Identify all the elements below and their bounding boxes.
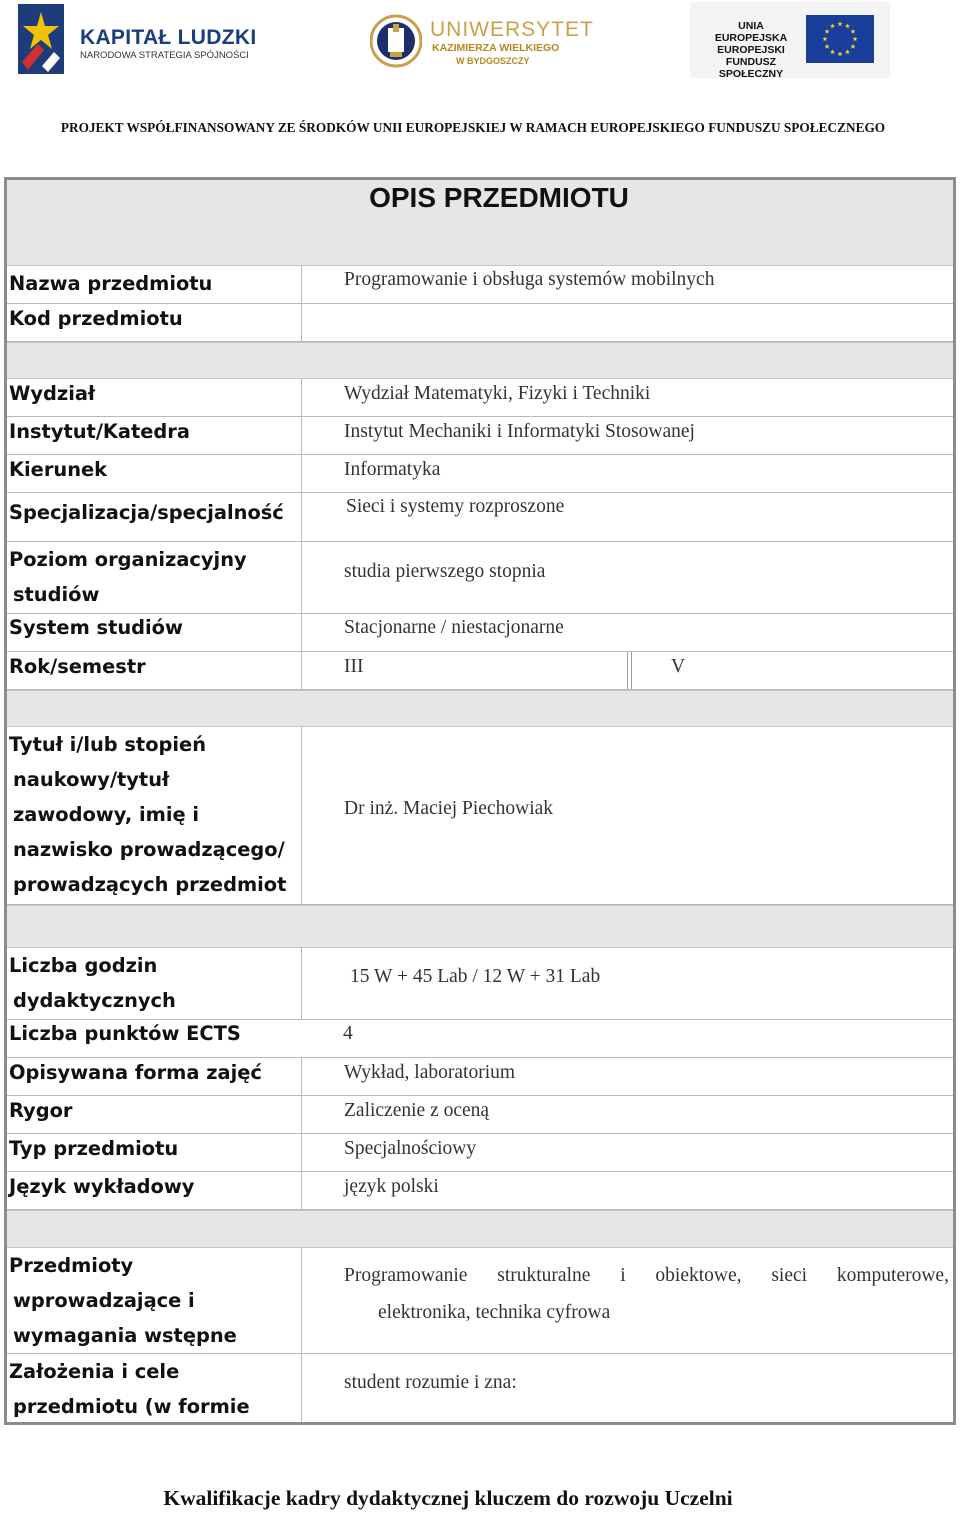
label-forma: Opisywana forma zajęć xyxy=(9,1061,262,1084)
header-logos xyxy=(0,0,960,135)
label-poziom-line2: studiów xyxy=(13,583,100,606)
eu-logo-text xyxy=(706,20,796,80)
label-godziny-line2: dydaktycznych xyxy=(13,989,176,1012)
przedmioty-word-6: komputerowe, xyxy=(836,1265,949,1286)
value-specjalizacja: Sieci i systemy rozproszone xyxy=(301,493,953,541)
eu-line1: UNIA EUROPEJSKA xyxy=(714,20,788,44)
label-wydzial: Wydział xyxy=(9,382,96,405)
row-kod xyxy=(7,304,953,342)
value-poziom: studia pierwszego stopnia xyxy=(301,542,953,613)
kapital-ludzki-subtitle: NARODOWA STRATEGIA SPÓJNOŚCI xyxy=(80,50,249,61)
label-prowadzacy-line1: Tytuł i/lub stopień xyxy=(9,733,207,756)
value-forma: Wykład, laboratorium xyxy=(301,1058,953,1095)
row-rok-semestr xyxy=(7,652,953,690)
label-rygor: Rygor xyxy=(9,1099,73,1122)
row-zalozenia xyxy=(7,1354,953,1422)
value-wydzial: Wydział Matematyki, Fizyki i Techniki xyxy=(301,379,953,416)
eu-logo xyxy=(690,2,890,78)
kapital-ludzki-logo xyxy=(18,4,258,76)
value-kod xyxy=(301,304,953,341)
value-przedmioty xyxy=(301,1248,953,1353)
label-zalozenia-line2: przedmiotu (w formie xyxy=(13,1395,250,1418)
label-jezyk: Język wykładowy xyxy=(9,1175,195,1198)
value-godziny: 15 W + 45 Lab / 12 W + 31 Lab xyxy=(301,948,953,1019)
row-forma xyxy=(7,1058,953,1096)
label-prowadzacy-line5: prowadzących przedmiot xyxy=(13,873,287,896)
rok-semestr-divider xyxy=(627,652,632,689)
section-separator xyxy=(7,342,953,379)
przedmioty-word-5: sieci xyxy=(771,1265,808,1286)
kapital-ludzki-star-icon xyxy=(18,4,64,74)
section-separator xyxy=(7,905,953,948)
project-cofinancing-line: PROJEKT WSPÓŁFINANSOWANY ZE ŚRODKÓW UNII EUROPEJSKIEJ W RAMACH EUROPEJSKIEGO FUNDUSZU SPOŁECZNEGO xyxy=(60,120,886,135)
value-semestr: V xyxy=(671,656,686,677)
label-system: System studiów xyxy=(9,616,183,639)
label-kierunek: Kierunek xyxy=(9,458,108,481)
label-prowadzacy xyxy=(7,727,301,904)
value-rok: III xyxy=(301,652,953,689)
row-wydzial xyxy=(7,379,953,417)
label-typ: Typ przedmiotu xyxy=(9,1137,179,1160)
row-typ xyxy=(7,1134,953,1172)
university-name-line2: KAZIMIERZA WIELKIEGO xyxy=(432,42,560,54)
course-description-table xyxy=(4,177,956,1425)
value-rygor: Zaliczenie z oceną xyxy=(301,1096,953,1133)
przedmioty-word-4: obiektowe, xyxy=(655,1265,742,1286)
przedmioty-word-1: Programowanie xyxy=(344,1265,468,1286)
label-zalozenia-line1: Założenia i cele xyxy=(9,1360,180,1383)
row-prowadzacy xyxy=(7,727,953,905)
row-rygor xyxy=(7,1096,953,1134)
label-poziom xyxy=(7,542,301,613)
label-specjalizacja: Specjalizacja/specjalność xyxy=(9,501,284,524)
label-ects: Liczba punktów ECTS xyxy=(9,1022,241,1045)
value-system: Stacjonarne / niestacjonarne xyxy=(301,614,953,651)
value-przedmioty-line2: elektronika, technika cyfrowa xyxy=(378,1302,611,1323)
row-instytut xyxy=(7,417,953,455)
university-name-line3: W BYDGOSZCZY xyxy=(456,56,530,66)
value-prowadzacy: Dr inż. Maciej Piechowiak xyxy=(301,727,953,904)
section-separator xyxy=(7,1210,953,1248)
label-kod: Kod przedmiotu xyxy=(9,307,183,330)
label-prowadzacy-line3: zawodowy, imię i xyxy=(13,803,200,826)
eu-flag-icon xyxy=(806,15,874,63)
label-przedmioty-line1: Przedmioty xyxy=(9,1254,134,1277)
przedmioty-word-2: strukturalne xyxy=(497,1265,591,1286)
row-kierunek xyxy=(7,455,953,493)
university-name-line1: UNIWERSYTET xyxy=(430,18,594,41)
page-title: OPIS PRZEDMIOTU xyxy=(369,182,629,213)
label-przedmioty-line3: wymagania wstępne xyxy=(13,1324,237,1347)
value-nazwa: Programowanie i obsługa systemów mobilnych xyxy=(301,266,953,303)
section-separator xyxy=(7,690,953,727)
label-instytut: Instytut/Katedra xyxy=(9,420,190,443)
label-prowadzacy-line4: nazwisko prowadzącego/ xyxy=(13,838,285,861)
row-jezyk xyxy=(7,1172,953,1210)
eu-line2: EUROPEJSKI xyxy=(717,44,785,56)
title-band xyxy=(7,180,953,266)
przedmioty-word-3: i xyxy=(620,1265,626,1286)
value-ects: 4 xyxy=(343,1023,353,1044)
row-godziny xyxy=(7,948,953,1020)
value-kierunek: Informatyka xyxy=(301,455,953,492)
eu-line3: FUNDUSZ SPOŁECZNY xyxy=(718,56,784,80)
footer-slogan: Kwalifikacje kadry dydaktycznej kluczem do rozwoju Uczelni xyxy=(163,1486,733,1510)
row-specjalizacja xyxy=(7,493,953,542)
value-typ: Specjalnościowy xyxy=(301,1134,953,1171)
value-instytut: Instytut Mechaniki i Informatyki Stosowanej xyxy=(301,417,953,454)
university-logo xyxy=(370,8,594,74)
row-system xyxy=(7,614,953,652)
label-przedmioty xyxy=(7,1248,301,1353)
row-nazwa xyxy=(7,266,953,304)
kapital-ludzki-title: KAPITAŁ LUDZKI xyxy=(80,26,257,49)
value-przedmioty-line1 xyxy=(344,1263,949,1289)
label-przedmioty-line2: wprowadzające i xyxy=(13,1289,195,1312)
label-godziny-line1: Liczba godzin xyxy=(9,954,158,977)
row-ects xyxy=(7,1020,953,1058)
label-zalozenia xyxy=(7,1354,301,1422)
university-emblem-icon xyxy=(370,12,422,70)
label-poziom-line1: Poziom organizacyjny xyxy=(9,548,247,571)
row-przedmioty-wprowadzajace xyxy=(7,1248,953,1354)
label-prowadzacy-line2: naukowy/tytuł xyxy=(13,768,170,791)
value-jezyk: język polski xyxy=(301,1172,953,1209)
label-nazwa: Nazwa przedmiotu xyxy=(9,272,213,295)
label-rok-semestr: Rok/semestr xyxy=(9,655,146,678)
label-godziny xyxy=(7,948,301,1019)
row-poziom xyxy=(7,542,953,614)
value-zalozenia: student rozumie i zna: xyxy=(301,1354,953,1422)
